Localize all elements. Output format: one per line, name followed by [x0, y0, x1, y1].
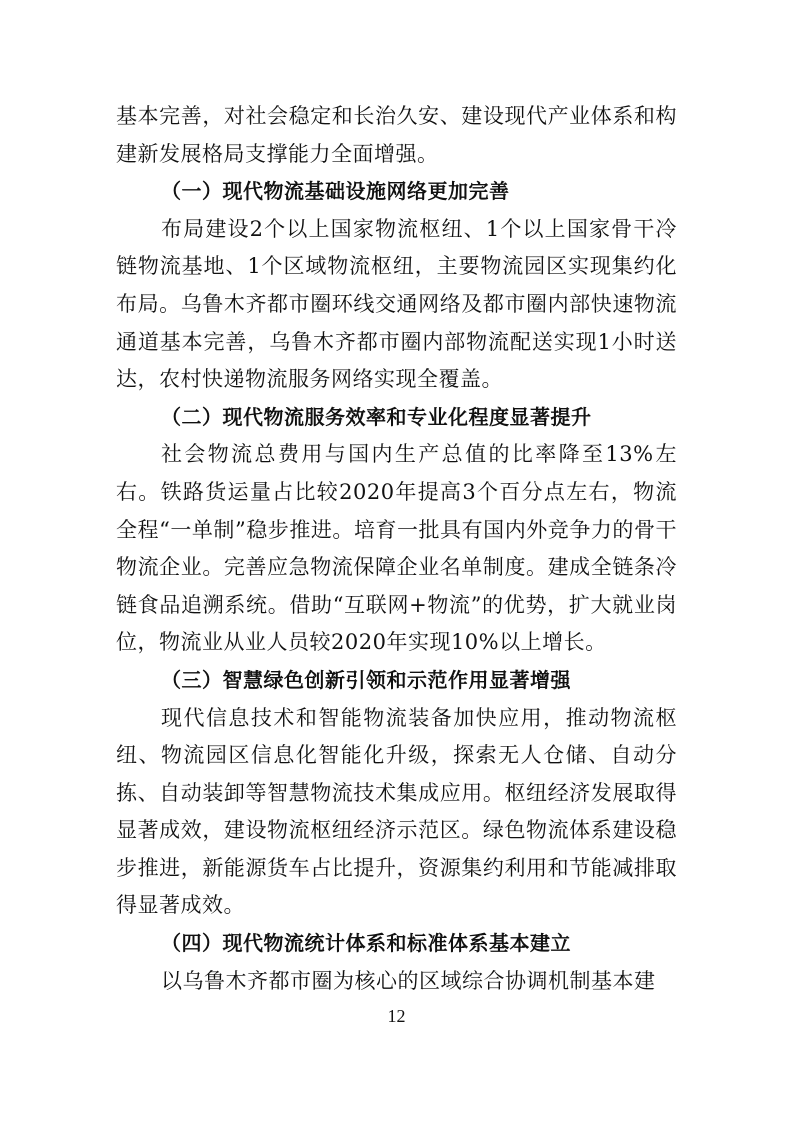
section-heading-1: （一）现代物流基础设施网络更加完善	[161, 179, 510, 204]
section-heading-2: （二）现代物流服务效率和专业化程度显著提升	[161, 404, 592, 429]
section-heading-3: （三）智慧绿色创新引领和示范作用显著增强	[161, 667, 571, 692]
paragraph-infrastructure: 布局建设2个以上国家物流枢纽、1个以上国家骨干冷链物流基地、1个区域物流枢纽，主要物流园区实现集约化布局。乌鲁木齐都市圈环线交通网络及都市圈内部快速物流通道基本完善，乌鲁木齐都市圈内部物流配送实现1小时送达，农村快递物流服务网络实现全覆盖。	[116, 216, 677, 392]
section-heading-4: （四）现代物流统计体系和标准体系基本建立	[161, 931, 571, 956]
paragraph-efficiency: 社会物流总费用与国内生产总值的比率降至13%左右。铁路货运量占比较2020年提高3个百分点左右，物流全程“一单制”稳步推进。培育一批具有国内外竞争力的骨干物流企业。完善应急物流保障企业名单制度。建成全链条冷链食品追溯系统。借助“互联网+物流”的优势，扩大就业岗位，物流业从业人员较2020年实现10%以上增长。	[116, 442, 677, 655]
paragraph-continuation: 基本完善，对社会稳定和长治久安、建设现代产业体系和构建新发展格局支撑能力全面增强。	[116, 104, 677, 166]
paragraph-statistics: 以乌鲁木齐都市圈为核心的区域综合协调机制基本建	[161, 968, 656, 993]
page-body	[116, 98, 677, 1000]
page-number: 12	[387, 1006, 406, 1026]
paragraph-smart-green: 现代信息技术和智能物流装备加快应用，推动物流枢纽、物流园区信息化智能化升级，探索无人仓储、自动分拣、自动装卸等智慧物流技术集成应用。枢纽经济发展取得显著成效，建设物流枢纽经济示范区。绿色物流体系建设稳步推进，新能源货车占比提升，资源集约利用和节能减排取得显著成效。	[116, 705, 677, 918]
